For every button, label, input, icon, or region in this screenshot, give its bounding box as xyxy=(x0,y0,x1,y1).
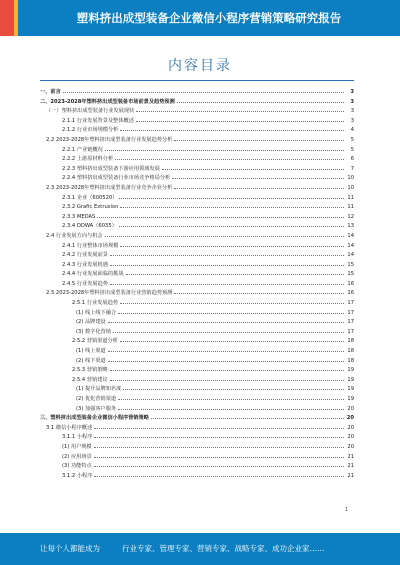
toc-entry-label: 3.1 微信小程序概述 xyxy=(46,424,93,431)
toc-entry[interactable] xyxy=(40,192,354,202)
toc-entry-label: (1) 提升品牌知名度 xyxy=(76,386,122,393)
toc-leader-dots xyxy=(136,105,344,112)
toc-entry-label: (2) 优化营销渠道 xyxy=(76,396,117,402)
toc-entry[interactable] xyxy=(40,211,354,221)
toc-entry-label: 2.4.4 行业发展面临的挑战 xyxy=(62,271,124,278)
toc-entry-page: 6 xyxy=(350,156,354,163)
toc-entry[interactable] xyxy=(40,422,354,432)
toc-entry[interactable] xyxy=(40,240,354,250)
toc-entry-label: 2.3.3 MEDAS xyxy=(62,213,96,220)
toc-entry-page: 17 xyxy=(347,319,354,326)
toc-leader-dots xyxy=(177,96,344,103)
toc-entry-page: 13 xyxy=(347,223,354,230)
toc-entry-page: 5 xyxy=(350,146,354,153)
toc-entry[interactable] xyxy=(40,412,354,422)
toc-entry[interactable] xyxy=(40,431,354,441)
toc-entry[interactable] xyxy=(40,393,354,403)
toc-entry-page: 3 xyxy=(350,108,354,115)
toc-entry[interactable] xyxy=(40,403,354,413)
toc-entry[interactable] xyxy=(40,326,354,336)
toc-entry-page: 20 xyxy=(347,434,354,441)
toc-entry-label: (2) 线下渠道 xyxy=(76,357,106,364)
toc-leader-dots xyxy=(120,124,344,131)
toc-entry-page: 20 xyxy=(347,443,354,450)
toc-leader-dots xyxy=(110,259,344,266)
toc-entry-label: 二、2023-2028年塑料挤出成型装备市场前景及趋势预测 xyxy=(40,98,175,105)
toc-entry-label: （一）塑料挤出成型装备行业发展现状 xyxy=(46,108,135,115)
toc-entry-label: (3) 功能特点 xyxy=(62,463,92,470)
toc-entry-page: 19 xyxy=(347,396,354,402)
toc-entry[interactable] xyxy=(40,470,354,480)
toc-leader-dots xyxy=(110,278,344,285)
toc-leader-dots xyxy=(136,115,344,122)
toc-leader-dots xyxy=(174,134,344,141)
toc-entry[interactable] xyxy=(40,287,354,297)
toc-entry-page: 15 xyxy=(347,261,354,268)
toc-entry-page: 14 xyxy=(347,232,354,239)
toc-entry-page: 16 xyxy=(347,280,354,287)
toc-entry-label: (2) 应用场景 xyxy=(62,453,92,460)
toc-entry-page: 21 xyxy=(347,472,354,479)
toc-entry-page: 16 xyxy=(347,290,354,297)
toc-entry-label: 2.2.4 塑料挤出成型装备行业市场竞争格局分析 xyxy=(62,175,171,182)
toc-entry-page: 17 xyxy=(347,309,354,316)
toc-entry-page: 3 xyxy=(350,98,354,105)
toc-entry-label: 2.4.1 行业整体市场规模 xyxy=(62,242,119,249)
page-number: 1 xyxy=(344,507,348,513)
toc-entry-page: 20 xyxy=(347,405,354,412)
toc-leader-dots xyxy=(123,383,344,390)
toc-entry-page: 18 xyxy=(347,348,354,355)
toc-entry[interactable] xyxy=(40,268,354,278)
toc-entry-page: 19 xyxy=(347,376,354,383)
toc-entry-label: 2.5.2 营销渠道分析 xyxy=(72,338,118,345)
toc-entry-label: (1) 线上线下融合 xyxy=(76,309,117,316)
toc-entry[interactable] xyxy=(40,201,354,211)
toc-entry-page: 18 xyxy=(347,357,354,364)
toc-entry[interactable] xyxy=(40,307,354,317)
toc-entry[interactable] xyxy=(40,335,354,345)
footer-brand: 让每个人都能成为 xyxy=(40,544,100,553)
toc-entry-label: 2.4.3 行业发展机遇 xyxy=(62,261,108,268)
toc-leader-dots xyxy=(120,201,344,208)
toc-entry-label: 2.3.1 企业（600520） xyxy=(62,194,118,201)
toc-entry[interactable] xyxy=(40,182,354,192)
toc-entry-page: 10 xyxy=(347,184,354,191)
toc-leader-dots xyxy=(94,431,344,438)
toc-leader-dots xyxy=(105,144,344,151)
toc-entry-page: 7 xyxy=(350,165,354,172)
toc-leader-dots xyxy=(162,163,344,170)
toc-entry-label: 2.3.4 DDWA（6035） xyxy=(62,223,117,230)
toc-entry[interactable] xyxy=(40,115,354,125)
toc-entry[interactable] xyxy=(40,355,354,365)
toc-leader-dots xyxy=(110,249,344,256)
toc-entry-label: 2.2.1 产业链概况 xyxy=(62,146,103,153)
toc-entry-label: 2.2.2 上游原材料分析 xyxy=(62,156,114,163)
toc-entry-label: 2.1.1 行业发展背景及整体概述 xyxy=(62,117,134,124)
toc-entry[interactable] xyxy=(40,297,354,307)
toc-entry-label: 2.1.2 行业市场规模分析 xyxy=(62,127,119,134)
toc-entry-page: 5 xyxy=(350,136,354,143)
toc-entry-label: 2.3 2023-2028年塑料挤出成型装备行业竞争企业分析 xyxy=(46,184,173,191)
toc-leader-dots xyxy=(151,412,344,419)
toc-entry[interactable] xyxy=(40,144,354,154)
toc-entry-label: 2.5.3 营销策略 xyxy=(72,367,108,374)
toc-entry-page: 3 xyxy=(350,89,354,95)
toc-entry[interactable] xyxy=(40,460,354,470)
toc-leader-dots xyxy=(118,403,344,410)
toc-entry-label: 2.5.4 营销建议 xyxy=(72,376,108,383)
toc-entry[interactable] xyxy=(40,345,354,355)
toc-entry[interactable] xyxy=(40,172,354,182)
toc-entry-page: 11 xyxy=(347,194,354,201)
toc-entry[interactable] xyxy=(40,220,354,230)
toc-entry-page: 19 xyxy=(347,367,354,374)
toc-leader-dots xyxy=(97,211,344,218)
toc-entry[interactable] xyxy=(40,153,354,163)
toc-leader-dots xyxy=(108,355,344,362)
toc-entry-label: (3) 加强客户服务 xyxy=(76,405,117,412)
header-yellow-stripe xyxy=(14,0,18,36)
toc-leader-dots xyxy=(120,335,344,342)
toc-entry[interactable] xyxy=(40,134,354,144)
toc-leader-dots xyxy=(94,470,344,477)
toc-leader-dots xyxy=(119,192,344,199)
toc-leader-dots xyxy=(105,230,344,237)
toc-leader-dots xyxy=(174,287,344,294)
toc-entry-page: 14 xyxy=(347,252,354,259)
toc-leader-dots xyxy=(110,374,344,381)
toc-entry-label: 2.5 2023-2028年塑料挤出成型装备行业营销趋势预测 xyxy=(46,290,173,297)
toc-entry-page: 21 xyxy=(347,453,354,460)
toc-entry-label: (1) 用户规模 xyxy=(62,443,92,450)
toc-entry-page: 4 xyxy=(350,127,354,134)
toc-entry-label: (1) 线上渠道 xyxy=(76,348,106,355)
toc-leader-dots xyxy=(118,393,344,400)
toc-entry-label: (3) 数字化营销 xyxy=(76,328,111,335)
toc-entry[interactable] xyxy=(40,163,354,173)
toc-entry[interactable] xyxy=(40,441,354,451)
toc-entry-page: 21 xyxy=(347,463,354,470)
toc-leader-dots xyxy=(115,153,344,160)
toc-entry-page: 17 xyxy=(347,300,354,307)
toc-entry-page: 20 xyxy=(347,424,354,431)
toc-leader-dots xyxy=(108,345,344,352)
toc-leader-dots xyxy=(63,86,344,93)
toc-leader-dots xyxy=(120,240,344,247)
toc-entry-page: 18 xyxy=(347,338,354,345)
toc-entry[interactable] xyxy=(40,374,354,384)
toc-entry-label: (2) 品牌建设 xyxy=(76,319,106,326)
header-red-stripe xyxy=(0,0,14,36)
toc-leader-dots xyxy=(94,460,344,467)
footer-slogan: 行业专家、管理专家、营销专家、战略专家、成功企业家…… xyxy=(122,544,325,553)
toc-leader-dots xyxy=(94,441,344,448)
toc-entry[interactable] xyxy=(40,96,354,106)
toc-entry[interactable] xyxy=(40,316,354,326)
toc-leader-dots xyxy=(108,316,344,323)
toc-entry-page: 3 xyxy=(350,117,354,124)
toc-entry[interactable] xyxy=(40,105,354,115)
toc-leader-dots xyxy=(172,172,344,179)
toc-entry[interactable] xyxy=(40,278,354,288)
toc-leader-dots xyxy=(126,268,344,275)
toc-entry[interactable] xyxy=(40,383,354,393)
header-banner xyxy=(0,0,400,36)
toc-entry-page: 17 xyxy=(347,328,354,335)
toc-entry[interactable] xyxy=(40,259,354,269)
toc-entry-label: 2.4.2 行业发展前景 xyxy=(62,252,108,259)
toc-entry-page: 19 xyxy=(347,386,354,393)
toc-entry[interactable] xyxy=(40,451,354,461)
toc-entry-label: 2.2.3 塑料挤出成型装备下游应用领域发展 xyxy=(62,165,160,172)
toc-leader-dots xyxy=(120,297,344,304)
toc-divider xyxy=(40,80,354,81)
toc-leader-dots xyxy=(94,451,344,458)
toc-entry[interactable] xyxy=(40,249,354,259)
toc-entry-label: 三、塑料挤出成型装备企业微信小程序营销策略 xyxy=(40,415,149,422)
toc-leader-dots xyxy=(94,422,344,429)
toc-entry-label: 3.1.2 小程序 xyxy=(62,472,93,479)
toc-leader-dots xyxy=(118,307,344,314)
toc-entry-page: 10 xyxy=(347,175,354,182)
footer-banner xyxy=(0,533,400,565)
toc-entry[interactable] xyxy=(40,124,354,134)
toc-entry-label: 一、前言 xyxy=(40,89,61,95)
toc-entry[interactable] xyxy=(40,230,354,240)
toc-entry-page: 15 xyxy=(347,271,354,278)
table-of-contents xyxy=(40,86,354,479)
toc-entry-label: 2.2 2023-2028年塑料挤出成型装备行业发展趋势分析 xyxy=(46,136,173,143)
toc-leader-dots xyxy=(119,220,344,227)
report-title: 塑料挤出成型装备企业微信小程序营销策略研究报告 xyxy=(76,11,342,25)
toc-entry-label: 3.1.1 小程序 xyxy=(62,434,93,441)
toc-entry-label: 2.3.2 Grafic Extrusion xyxy=(62,204,119,211)
toc-entry-page: 14 xyxy=(347,242,354,249)
toc-entry-page: 11 xyxy=(347,204,354,211)
toc-entry-page: 20 xyxy=(346,415,354,422)
toc-entry[interactable] xyxy=(40,86,354,96)
toc-entry-label: 2.4 行业发展方向与机会 xyxy=(46,232,103,239)
toc-leader-dots xyxy=(113,326,344,333)
toc-entry-page: 12 xyxy=(347,213,354,220)
toc-leader-dots xyxy=(174,182,344,189)
toc-entry[interactable] xyxy=(40,364,354,374)
toc-entry-label: 2.4.5 行业发展趋势 xyxy=(62,280,108,287)
toc-leader-dots xyxy=(110,364,344,371)
toc-heading: 内容目录 xyxy=(168,58,232,74)
toc-entry-label: 2.5.1 行业发展趋势 xyxy=(72,300,118,307)
